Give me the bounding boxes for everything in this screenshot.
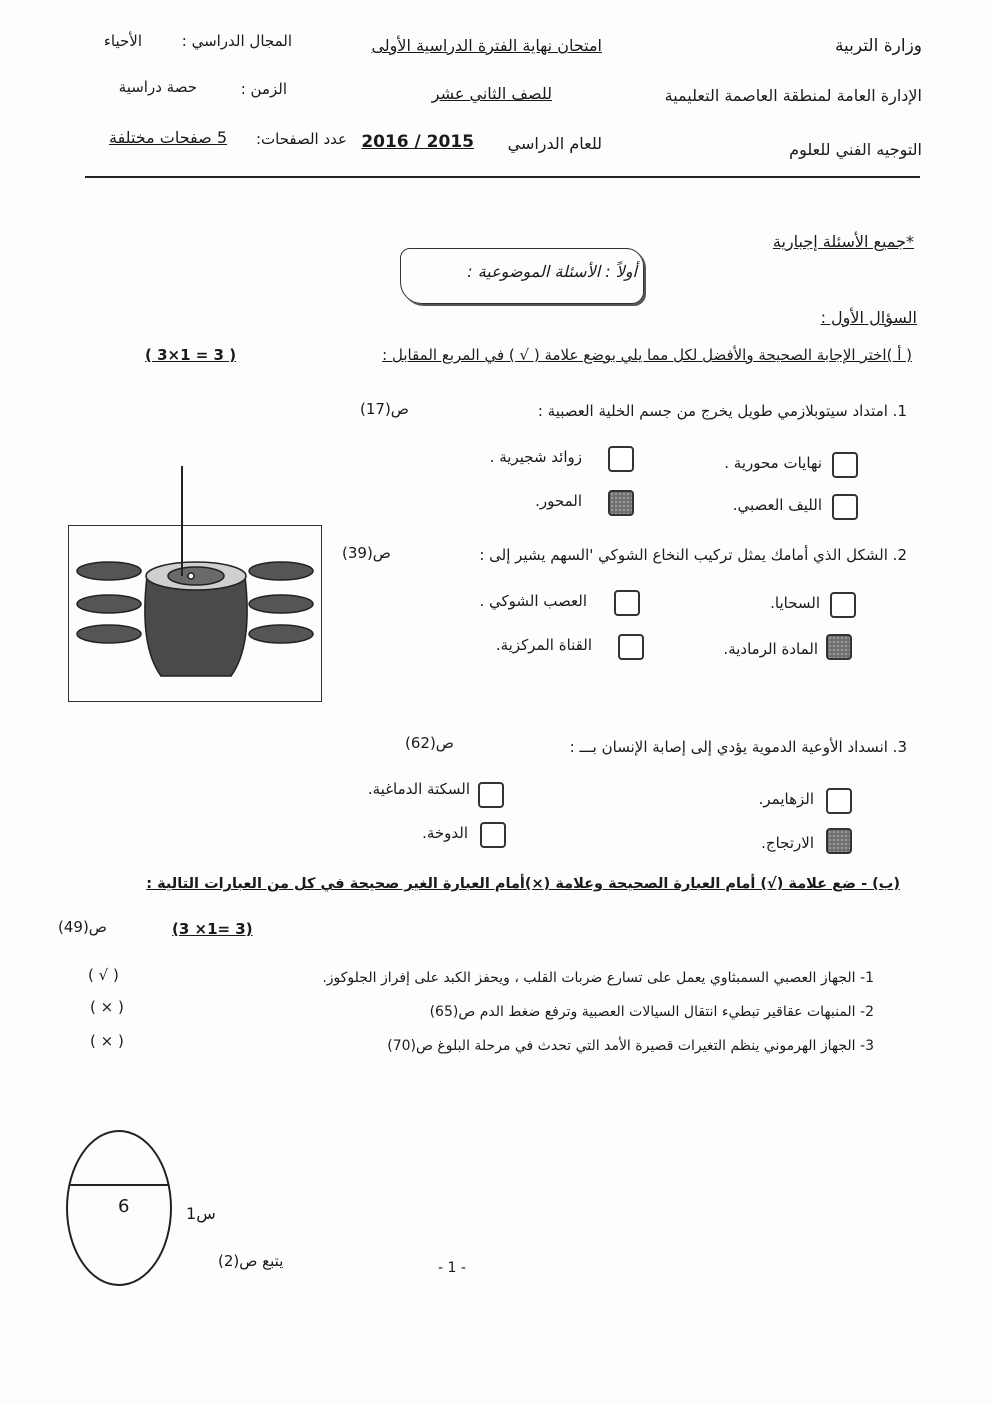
q3-option-c-checkbox[interactable] (826, 828, 852, 854)
spinal-cord-diagram (69, 526, 321, 701)
part-b-marks: (3 ×1= 3) (172, 920, 253, 938)
q1-option-c-checkbox[interactable] (832, 494, 858, 520)
q1-text: 1. امتداد سيتوبلازمي طويل يخرج من جسم الخلية العصبية : (537, 402, 907, 420)
statement-3-answer[interactable]: ( × ) (90, 1032, 124, 1050)
question-ref-label: س1 (186, 1204, 216, 1223)
mandatory-note: *جميع الأسئلة إجبارية (772, 232, 914, 251)
directorate-label: الإدارة العامة لمنطقة العاصمة التعليمية (664, 86, 922, 105)
time-value: حصة دراسية (118, 78, 197, 96)
q2-option-d: القناة المركزية. (495, 636, 592, 654)
q2-ref: ص(39) (342, 544, 391, 562)
year-label: للعام الدراسي (507, 134, 602, 153)
section-title: أولاً : الأسئلة الموضوعية : (467, 262, 637, 281)
q2-option-a: السحايا. (770, 594, 820, 612)
q1-option-b-checkbox[interactable] (608, 446, 634, 472)
q1-ref: ص(17) (360, 400, 409, 418)
q3-option-d: الدوخة. (422, 824, 468, 842)
q2-option-c-checkbox[interactable] (826, 634, 852, 660)
statement-1-answer[interactable]: ( √ ) (88, 966, 119, 984)
continue-note: يتبع ص(2) (218, 1252, 284, 1270)
statement-2: 2- المنبهات عقاقير تبطيء انتقال السيالات العصبية وترفع ضغط الدم ص(65) (429, 1004, 874, 1020)
header-divider (85, 176, 920, 178)
page-number: - 1 - (438, 1260, 466, 1276)
part-a-instruction: ( أ )اختر الإجابة الصحيحة والأفضل لكل مما يلي بوضع علامة ( √ ) في المربع المقابل : (382, 346, 912, 364)
figure-arrow (181, 466, 183, 576)
statement-2-answer[interactable]: ( × ) (90, 998, 124, 1016)
ministry-label: وزارة التربية (834, 36, 922, 56)
pages-label: عدد الصفحات: (255, 130, 347, 148)
question-one-title: السؤال الأول : (820, 308, 917, 327)
q3-option-a: الزهايمر. (758, 790, 814, 808)
q1-option-c: الليف العصبي. (732, 496, 822, 514)
statement-3: 3- الجهاز الهرموني ينظم التغيرات قصيرة الأمد التي تحدث في مرحلة البلوغ ص(70) (387, 1038, 874, 1054)
q3-option-b-checkbox[interactable] (478, 782, 504, 808)
score-oval-divider (68, 1184, 170, 1186)
q1-option-d-checkbox[interactable] (608, 490, 634, 516)
academic-year: 2016 / 2015 (361, 132, 474, 152)
q2-option-b-checkbox[interactable] (614, 590, 640, 616)
q3-option-c: الارتجاج. (761, 834, 814, 852)
spinal-cord-figure (68, 525, 322, 702)
time-label: الزمن : (240, 80, 287, 98)
grade-label: للصف الثاني عشر (431, 84, 552, 103)
q3-ref: ص(62) (405, 734, 454, 752)
part-b-ref: ص(49) (58, 918, 107, 936)
part-b-instruction: (ب) - ضع علامة (√) أمام العبارة الصحيحة وعلامة (×)أمام العبارة الغير صحيحة في كل من العبارات التالية : (146, 876, 900, 892)
statement-1: 1- الجهاز العصبي السمبثاوي يعمل على تسارع ضربات القلب ، ويحفز الكبد على إفراز الجلوكوز. (322, 970, 874, 986)
supervision-label: التوجيه الفني للعلوم (789, 140, 922, 159)
q1-option-b: زوائد شجيرية . (489, 448, 582, 466)
field-value: الأحياء (103, 32, 142, 50)
q1-option-a-checkbox[interactable] (832, 452, 858, 478)
q2-option-c: المادة الرمادية. (723, 640, 818, 658)
q3-text: 3. انسداد الأوعية الدموية يؤدي إلى إصابة الإنسان بـــ : (569, 738, 907, 756)
q1-option-a: نهايات محورية . (724, 454, 822, 472)
exam-title: امتحان نهاية الفترة الدراسية الأولى (371, 36, 602, 55)
q2-text: 2. الشكل الذي أمامك يمثل تركيب النخاع الشوكي 'السهم يشير إلى : (479, 546, 907, 564)
q3-option-d-checkbox[interactable] (480, 822, 506, 848)
q3-option-a-checkbox[interactable] (826, 788, 852, 814)
q3-option-b: السكتة الدماغية. (367, 780, 470, 798)
pages-value: 5 صفحات مختلفة (109, 128, 227, 147)
score-value: 6 (118, 1196, 130, 1217)
q2-option-d-checkbox[interactable] (618, 634, 644, 660)
q1-option-d: المحور. (535, 492, 582, 510)
q2-option-b: العصب الشوكي . (479, 592, 587, 610)
field-label: المجال الدراسي : (181, 32, 292, 50)
part-a-marks: ( 3×1 = 3 ) (145, 346, 237, 364)
q2-option-a-checkbox[interactable] (830, 592, 856, 618)
